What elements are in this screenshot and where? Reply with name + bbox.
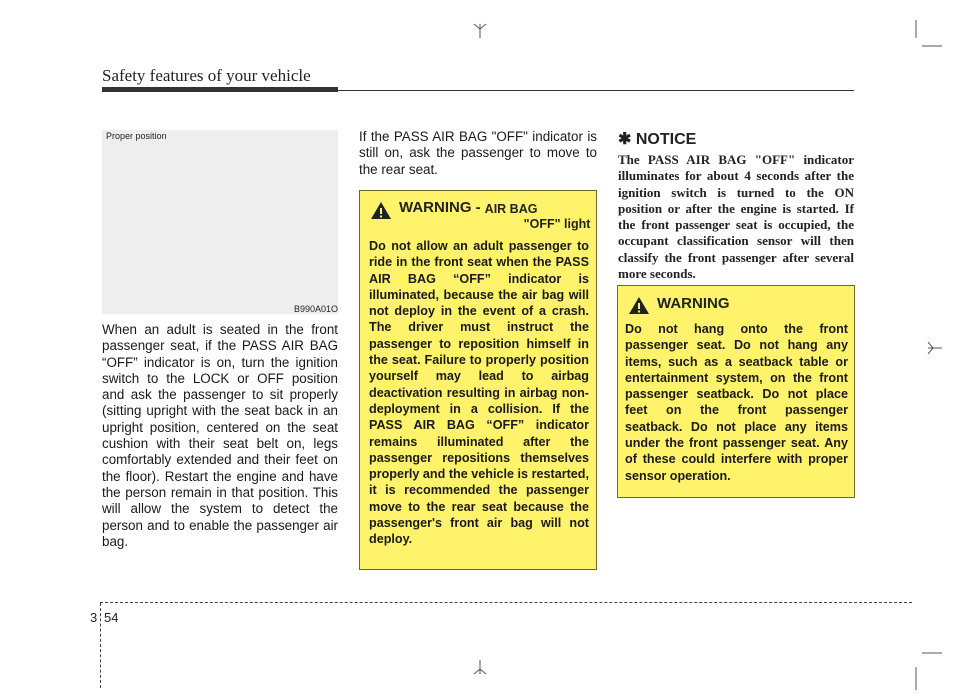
warning-box-airbag-off <box>359 190 597 570</box>
warning-title: WARNING - <box>399 199 481 216</box>
section-title: Safety features of your vehicle <box>102 66 311 85</box>
warning-triangle-icon <box>628 296 650 315</box>
notice-title: ✱ NOTICE <box>618 131 697 148</box>
figure-caption: Proper position <box>106 131 167 141</box>
notice-body: The PASS AIR BAG "OFF" indicator illuminates for about 4 seconds after the ignition switch is turned to the ON position or after the engine is started. If the front passenger seat is occupied, the occupant classification sensor will then classify the front passenger after several more seconds. <box>618 152 854 282</box>
crop-mark-bottom <box>470 660 490 680</box>
warning-box-seat <box>617 285 855 498</box>
figure-image <box>102 130 338 314</box>
warning-subtitle-line2: "OFF" light <box>523 217 591 231</box>
crop-mark-right <box>922 338 942 358</box>
warning-body: Do not hang onto the front passenger seat. Do not hang any items, such as a seatback table or entertainment system, on the front passenger seatback. Do not place feet on the front passenger seatback. Do not place any items under the front passenger seat. Any of these could interfere with proper sensor operation. <box>625 322 848 483</box>
header-rule-thick <box>102 87 338 92</box>
footer-vertical-rule <box>100 603 101 688</box>
body-paragraph-col1: When an adult is seated in the front passenger seat, if the PASS AIR BAG “OFF” indicator is on, turn the ignition switch to the LOCK or OFF position and ask the passenger to sit properly (sitting upright with the seat back in an upright position, centered on the seat cushion with their seat belt on, legs comfortably extended and their feet on the floor). Restart the engine and have the person remain in that position. This will allow the system to detect the person and to enable the passenger air bag. <box>102 322 338 549</box>
warning-body: Do not allow an adult passenger to ride in the front seat when the PASS AIR BAG “OFF” indicator is illuminated, because the air bag will not deploy in the event of a crash. The driver must instruct the passenger to reposition himself in the seat. Failure to properly position yourself may lead to airbag deactivation resulting in airbag non-deployment in a collision. If the PASS AIR BAG “OFF” indicator remains illuminated after the passenger repositions themselves properly and the vehicle is restarted, it is recommended the passenger move to the rear seat because the passenger's front air bag will not deploy. <box>369 239 589 547</box>
figure-code: B990A01O <box>293 304 338 314</box>
warning-subtitle-line1: AIR BAG <box>484 202 538 216</box>
body-paragraph-col2: If the PASS AIR BAG "OFF" indicator is still on, ask the passenger to move to the rear seat. <box>359 129 597 177</box>
footer-rule <box>100 602 912 603</box>
header-rule-thin <box>338 90 854 91</box>
page-number: 54 <box>104 610 119 625</box>
warning-title: WARNING <box>657 295 730 312</box>
warning-triangle-icon <box>370 201 392 220</box>
crop-mark-top <box>470 18 490 38</box>
crop-mark-bottom-right <box>912 645 942 690</box>
crop-mark-top-right <box>912 20 942 50</box>
chapter-number: 3 <box>90 610 98 625</box>
warning-header <box>628 295 730 315</box>
warning-header <box>370 199 590 232</box>
